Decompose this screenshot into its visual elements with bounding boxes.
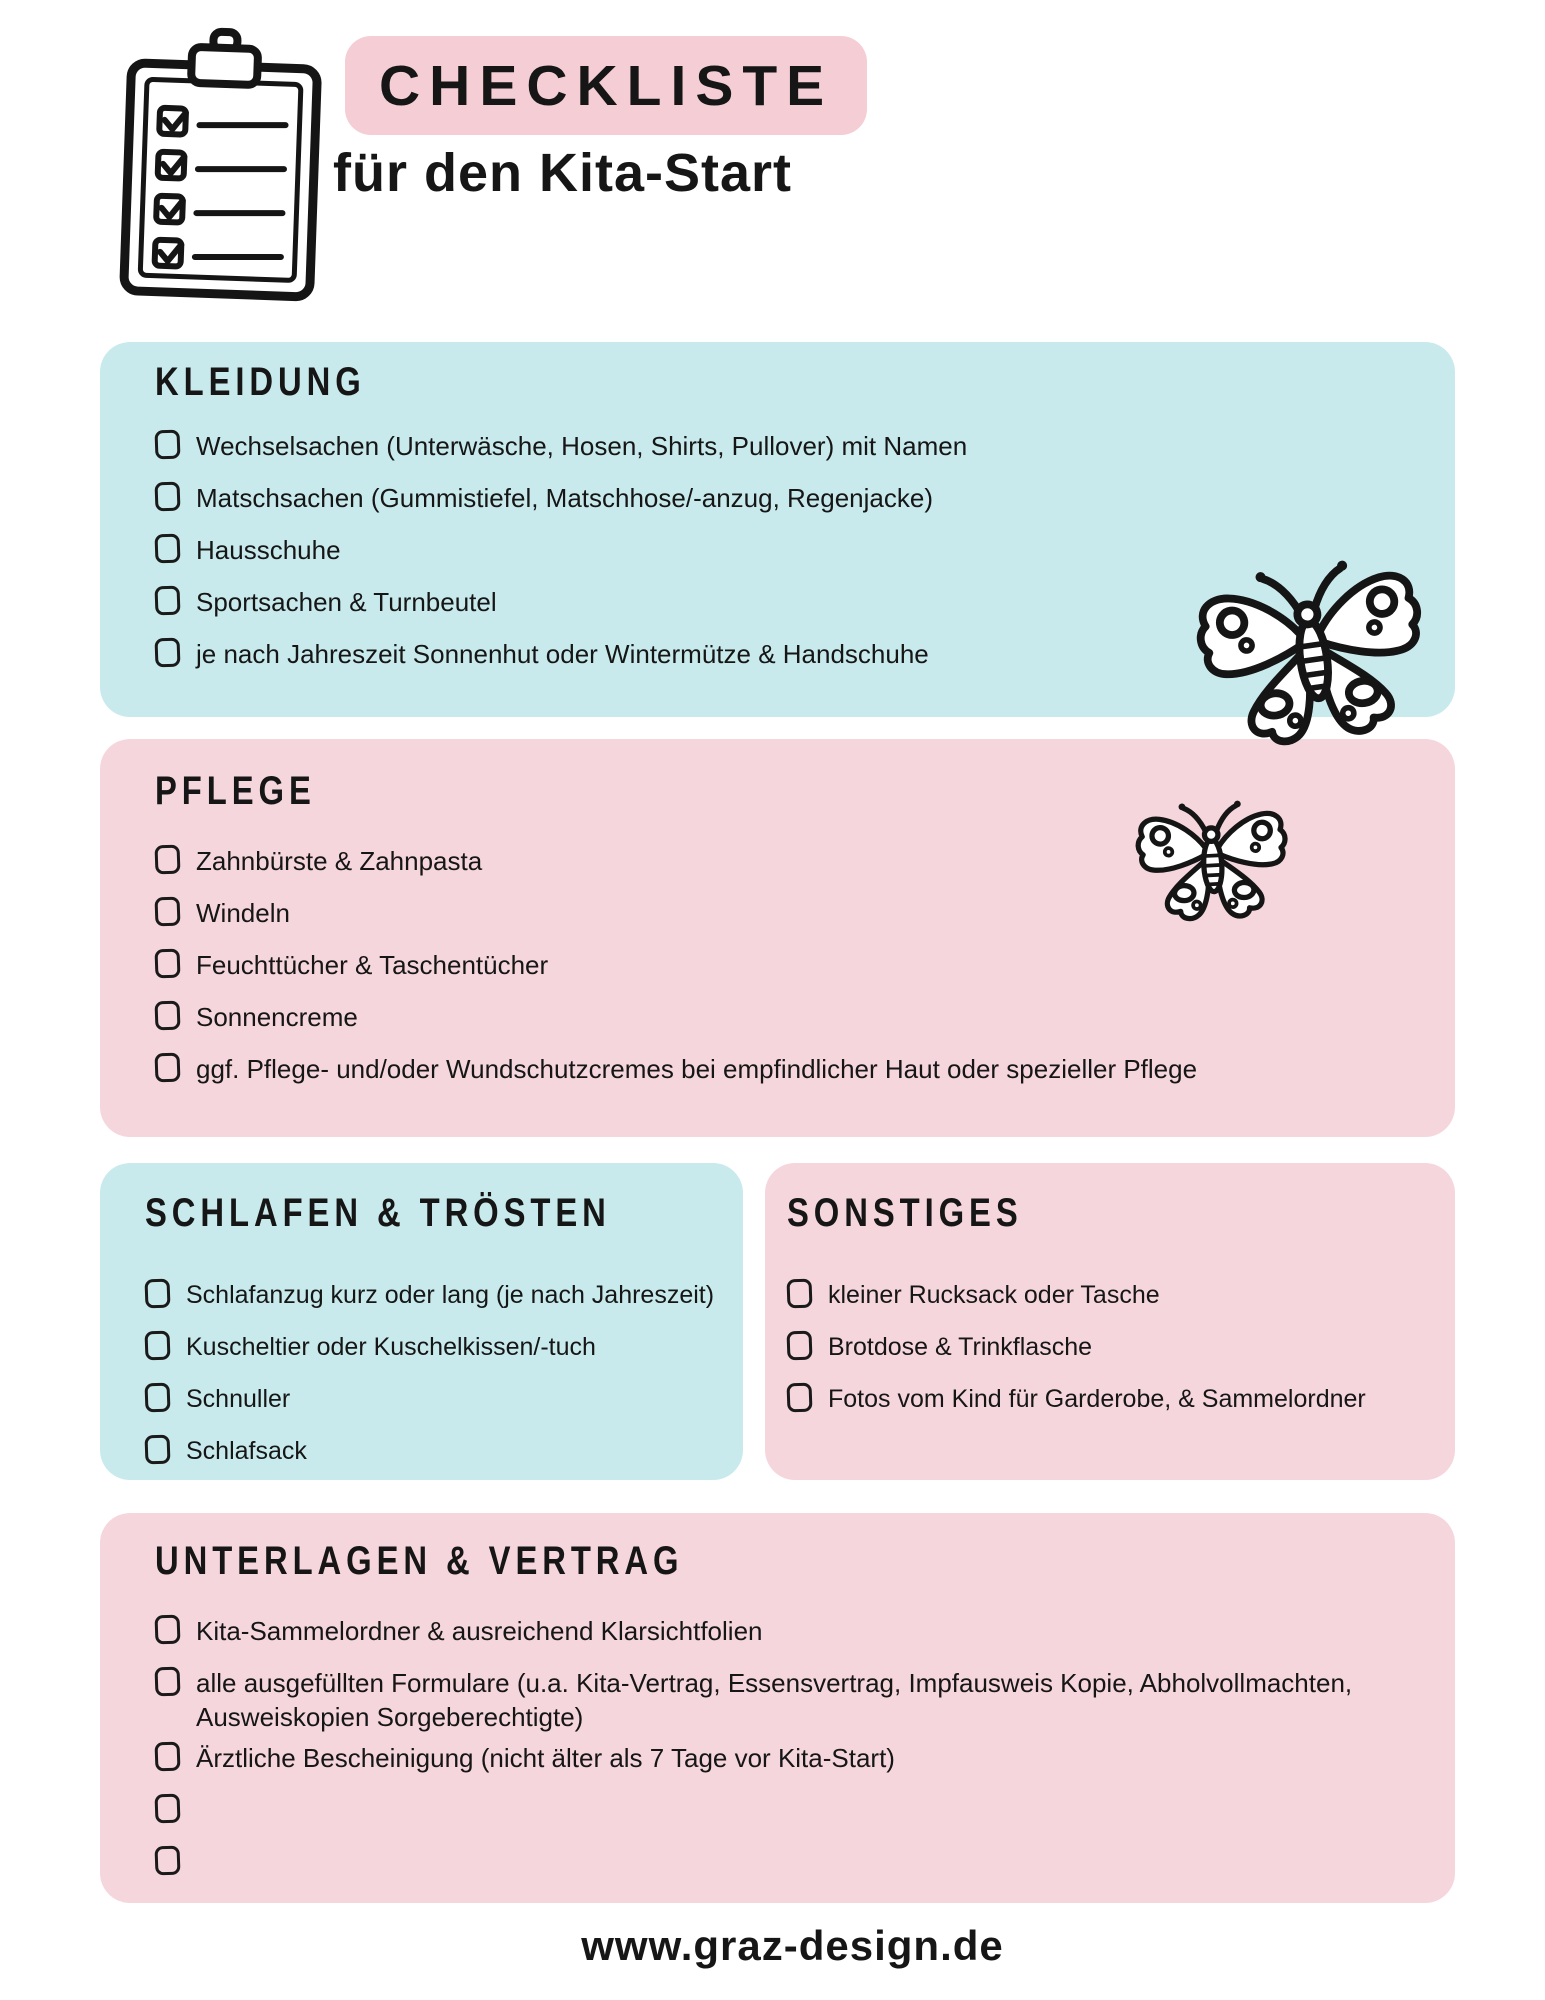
item-label: Sonnencreme: [196, 1002, 358, 1032]
item-label: Feuchttücher & Taschentücher: [196, 950, 549, 980]
checkbox[interactable]: [155, 897, 181, 927]
checklist-item: [155, 1838, 1415, 1890]
item-label: Schlafanzug kurz oder lang (je nach Jahreszeit): [186, 1281, 715, 1309]
item-label: alle ausgefüllten Formulare (u.a. Kita-Vertrag, Essensvertrag, Impfausweis Kopie, Abholvollmachten, Ausweiskopien Sorgeberechtigte): [196, 1668, 1353, 1732]
checklist-item: [145, 1427, 728, 1479]
item-label: kleiner Rucksack oder Tasche: [828, 1281, 1160, 1309]
checkbox[interactable]: [155, 534, 181, 564]
checklist-item: [787, 1375, 1435, 1427]
checkbox[interactable]: [155, 638, 181, 668]
checkbox[interactable]: [155, 586, 181, 616]
checklist-item: [155, 1045, 1415, 1097]
checklist-item: [145, 1375, 728, 1427]
checkbox[interactable]: [155, 1846, 181, 1876]
item-label: Kita-Sammelordner & ausreichend Klarsichtfolien: [196, 1616, 763, 1646]
butterfly-icon: [1130, 788, 1295, 927]
checkbox[interactable]: [155, 1615, 181, 1645]
section-title: SCHLAFEN & TRÖSTEN: [145, 1191, 611, 1235]
checkbox[interactable]: [155, 430, 181, 460]
checkbox[interactable]: [145, 1383, 171, 1413]
page-subtitle: für den Kita-Start: [333, 143, 793, 203]
checkbox[interactable]: [787, 1383, 813, 1413]
checklist-item: [787, 1271, 1435, 1323]
section-title: SONSTIGES: [787, 1191, 1023, 1235]
butterfly-icon: [1190, 545, 1435, 751]
checkbox[interactable]: [155, 482, 181, 512]
checklist: [145, 1271, 728, 1479]
checkbox[interactable]: [145, 1435, 171, 1465]
checkbox[interactable]: [787, 1279, 813, 1309]
checklist-item: [145, 1323, 728, 1375]
item-label: Schnuller: [186, 1385, 291, 1413]
section-sonstiges: [765, 1163, 1455, 1480]
section-title: KLEIDUNG: [155, 360, 366, 404]
item-label: ggf. Pflege- und/oder Wundschutzcremes bei empfindlicher Haut oder spezieller Pflege: [196, 1054, 1198, 1084]
checklist-item: [155, 474, 1415, 526]
title-badge: [345, 36, 867, 135]
checklist: [155, 1607, 1415, 1890]
item-label: Hausschuhe: [196, 535, 341, 565]
checklist-item: [155, 1734, 1415, 1786]
website-url: www.graz-design.de: [581, 1922, 1004, 1969]
checkbox[interactable]: [145, 1331, 171, 1361]
checkbox[interactable]: [155, 949, 181, 979]
item-label: je nach Jahreszeit Sonnenhut oder Wintermütze & Handschuhe: [196, 639, 929, 669]
item-label: Windeln: [196, 898, 290, 928]
section-title: PFLEGE: [155, 769, 316, 813]
item-label: Wechselsachen (Unterwäsche, Hosen, Shirts, Pullover) mit Namen: [196, 431, 968, 461]
checkbox[interactable]: [155, 1053, 181, 1083]
checklist-item: [145, 1271, 728, 1323]
checkbox[interactable]: [155, 1742, 181, 1772]
checklist-item: [155, 422, 1415, 474]
section-title: UNTERLAGEN & VERTRAG: [155, 1539, 684, 1583]
item-label: Ärztliche Bescheinigung (nicht älter als 7 Tage vor Kita-Start): [196, 1743, 895, 1773]
item-label: Sportsachen & Turnbeutel: [196, 587, 497, 617]
checklist-item: [155, 1659, 1415, 1734]
checklist-item: [787, 1323, 1435, 1375]
checklist: [787, 1271, 1435, 1427]
checklist-item: [155, 941, 1415, 993]
checklist-item: [155, 993, 1415, 1045]
item-label: Matschsachen (Gummistiefel, Matschhose/-anzug, Regenjacke): [196, 483, 933, 513]
checklist-item: [155, 1786, 1415, 1838]
item-label: Zahnbürste & Zahnpasta: [196, 846, 483, 876]
item-label: Fotos vom Kind für Garderobe, & Sammelordner: [828, 1385, 1366, 1413]
item-label: Brotdose & Trinkflasche: [828, 1333, 1093, 1361]
clipboard-checklist-icon: [112, 26, 337, 311]
page-title: CHECKLISTE: [379, 53, 834, 118]
checkbox[interactable]: [155, 845, 181, 875]
checkbox[interactable]: [145, 1279, 171, 1309]
checkbox[interactable]: [787, 1331, 813, 1361]
item-label: Kuscheltier oder Kuschelkissen/-tuch: [186, 1333, 596, 1361]
checkbox[interactable]: [155, 1667, 181, 1697]
checklist-item: [155, 1607, 1415, 1659]
checkbox[interactable]: [155, 1794, 181, 1824]
checkbox[interactable]: [155, 1001, 181, 1031]
section-schlafen-troesten: [100, 1163, 743, 1480]
section-unterlagen-vertrag: [100, 1513, 1455, 1903]
item-label: Schlafsack: [186, 1437, 307, 1465]
